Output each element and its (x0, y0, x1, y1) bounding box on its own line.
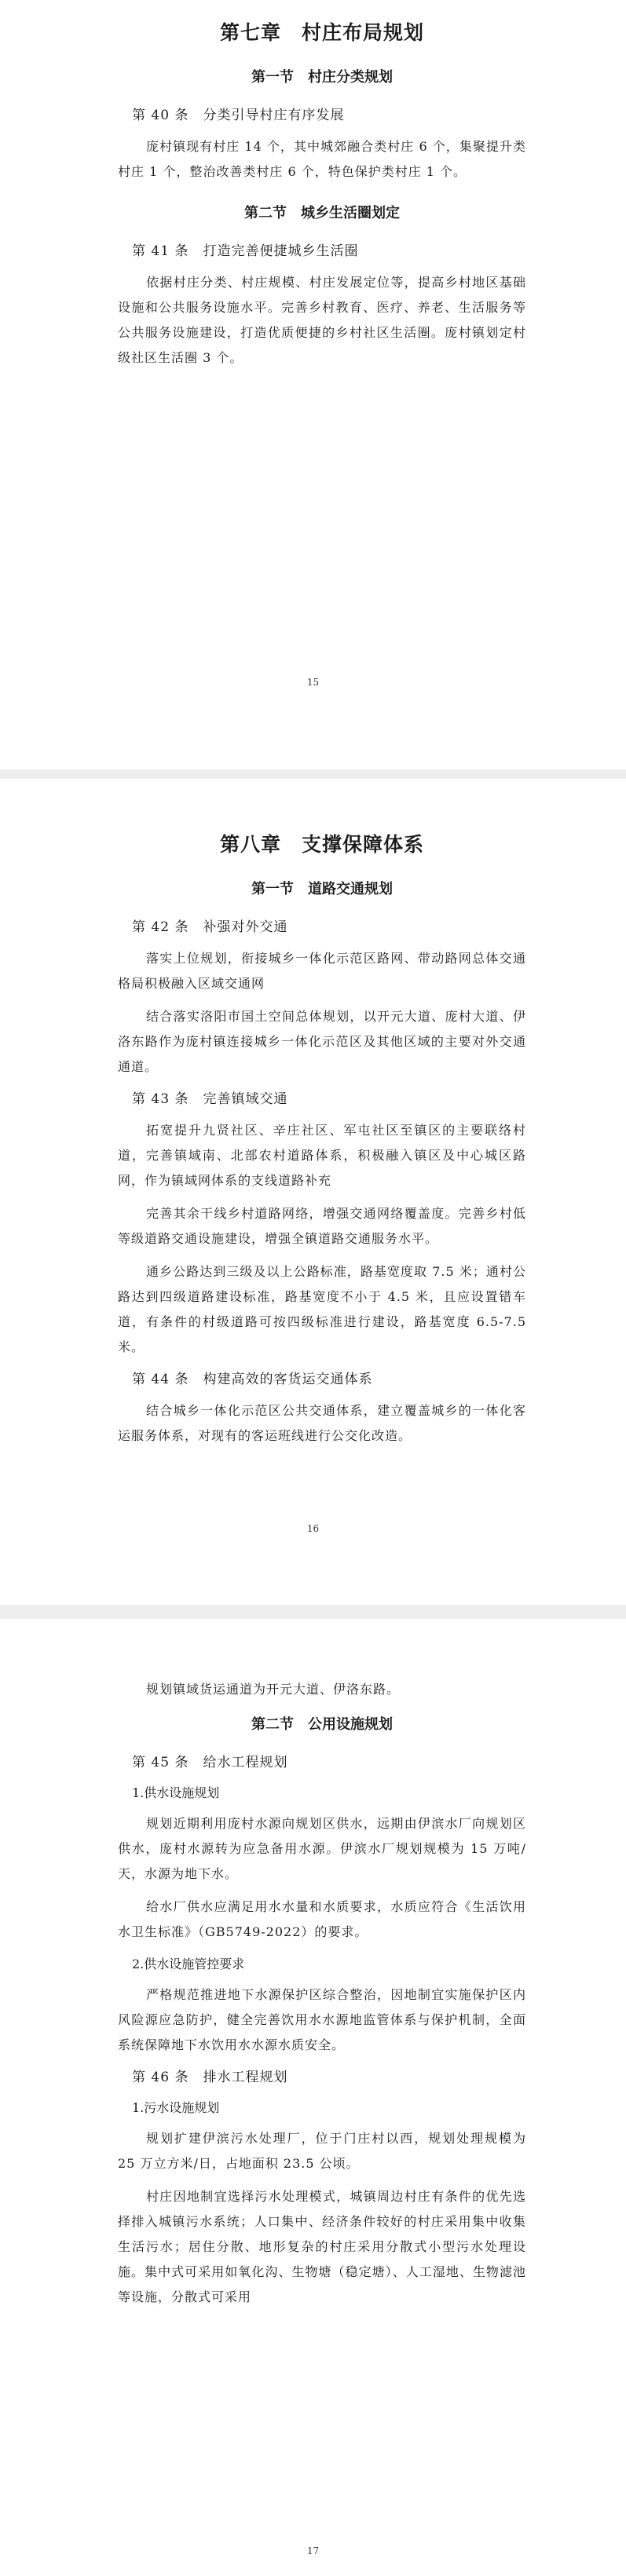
paragraph: 庞村镇现有村庄 14 个，其中城郊融合类村庄 6 个，集聚提升类村庄 1 个，整治改善类村庄 6 个，特色保护类村庄 1 个。 (118, 139, 526, 179)
paragraph: 村庄因地制宜选择污水处理模式，城镇周边村庄有条件的优先选择排入城镇污水系统；人口集中、经济条件较好的村庄采用集中收集生活污水；居住分散、地形复杂的村庄采用分散式小型污水处理设施。集中式可采用如氧化沟、生物塘（稳定塘）、人工湿地、生物滤池等设施，分散式可采用 (118, 2189, 526, 2304)
page-content (118, 829, 526, 1456)
page-number: 16 (306, 1523, 320, 1534)
subheading: 1.污水设施规划 (132, 2100, 220, 2115)
section-title: 第二节 公用设施规划 (251, 1716, 393, 1733)
paragraph: 规划镇域货运通道为开元大道、伊洛东路。 (146, 1682, 401, 1697)
article-heading: 第 42 条 补强对外交通 (132, 919, 288, 935)
page-number: 17 (306, 2545, 320, 2556)
section-title: 第一节 村庄分类规划 (251, 69, 393, 86)
paragraph: 规划近期利用庞村水源向规划区供水，远期由伊滨水厂向规划区供水，庞村水源转为应急备用水源。伊滨水厂规划规模为 15 万吨/天，水源为地下水。 (118, 1816, 526, 1881)
paragraph: 规划扩建伊滨污水处理厂，位于门庄村以西，规划处理规模为 25 万立方米/日，占地面积 23.5 公顷。 (118, 2131, 526, 2171)
paragraph: 完善其余干线乡村道路网络，增强交通网络覆盖度。完善乡村低等级道路交通设施建设，增强全镇道路交通服务水平。 (118, 1206, 526, 1246)
section-title: 第一节 道路交通规划 (251, 881, 393, 897)
paragraph: 给水厂供水应满足用水水量和水质要求，水质应符合《生活饮用水卫生标准》（GB5749-2022）的要求。 (118, 1899, 526, 1939)
article-heading: 第 44 条 构建高效的客货运交通体系 (132, 1372, 373, 1387)
article-heading: 第 43 条 完善镇域交通 (132, 1091, 288, 1107)
article-heading: 第 40 条 分类引导村庄有序发展 (132, 108, 345, 123)
document-page-17 (0, 1619, 626, 2576)
article-heading: 第 45 条 给水工程规划 (132, 1755, 288, 1770)
chapter-title: 第八章 支撑保障体系 (219, 833, 424, 856)
paragraph: 落实上位规划，衔接城乡一体化示范区路网、带动路网总体交通格局积极融入区域交通网 (118, 951, 526, 991)
subheading: 1.供水设施规划 (132, 1785, 220, 1800)
paragraph: 拓宽提升九贤社区、辛庄社区、军屯社区至镇区的主要联络村道，完善镇域南、北部农村道路体系，积极融入镇区及中心城区路网，作为镇域网体系的支线道路补充 (118, 1123, 526, 1188)
page-content (118, 1677, 526, 2318)
subheading: 2.供水设施管控要求 (132, 1957, 245, 1971)
article-heading: 第 46 条 排水工程规划 (132, 2070, 288, 2085)
page-number: 15 (306, 677, 320, 688)
chapter-title: 第七章 村庄布局规划 (219, 21, 424, 44)
paragraph: 结合落实洛阳市国土空间总体规划，以开元大道、庞村大道、伊洛东路作为庞村镇连接城乡一体化示范区及其他区域的主要对外交通通道。 (118, 1009, 526, 1074)
paragraph: 结合城乡一体化示范区公共交通体系，建立覆盖城乡的一体化客运服务体系，对现有的客运班线进行公交化改造。 (118, 1403, 526, 1443)
paragraph: 严格规范推进地下水源保护区综合整治，因地制宜实施保护区内风险源应急防护，健全完善饮用水水源地监管体系与保护机制，全面系统保障地下水饮用水水源水质安全。 (118, 1987, 526, 2052)
document-page-15 (0, 0, 626, 769)
paragraph: 通乡公路达到三级及以上公路标准，路基宽度取 7.5 米；通村公路达到四级道路建设标准，路基宽度不小于 4.5 米，且应设置错车道，有条件的村级道路可按四级标准进行建设，路基宽度 6.5-7.5 米。 (118, 1264, 526, 1354)
document-page-16 (0, 779, 626, 1605)
page-content (118, 17, 526, 378)
paragraph: 依据村庄分类、村庄规模、村庄发展定位等，提高乡村地区基础设施和公共服务设施水平。完善乡村教育、医疗、养老、生活服务等公共服务设施建设，打造优质便捷的乡村社区生活圈。庞村镇划定村级社区生活圈 3 个。 (118, 275, 526, 365)
section-title: 第二节 城乡生活圈划定 (244, 205, 400, 221)
article-heading: 第 41 条 打造完善便捷城乡生活圈 (132, 243, 359, 259)
